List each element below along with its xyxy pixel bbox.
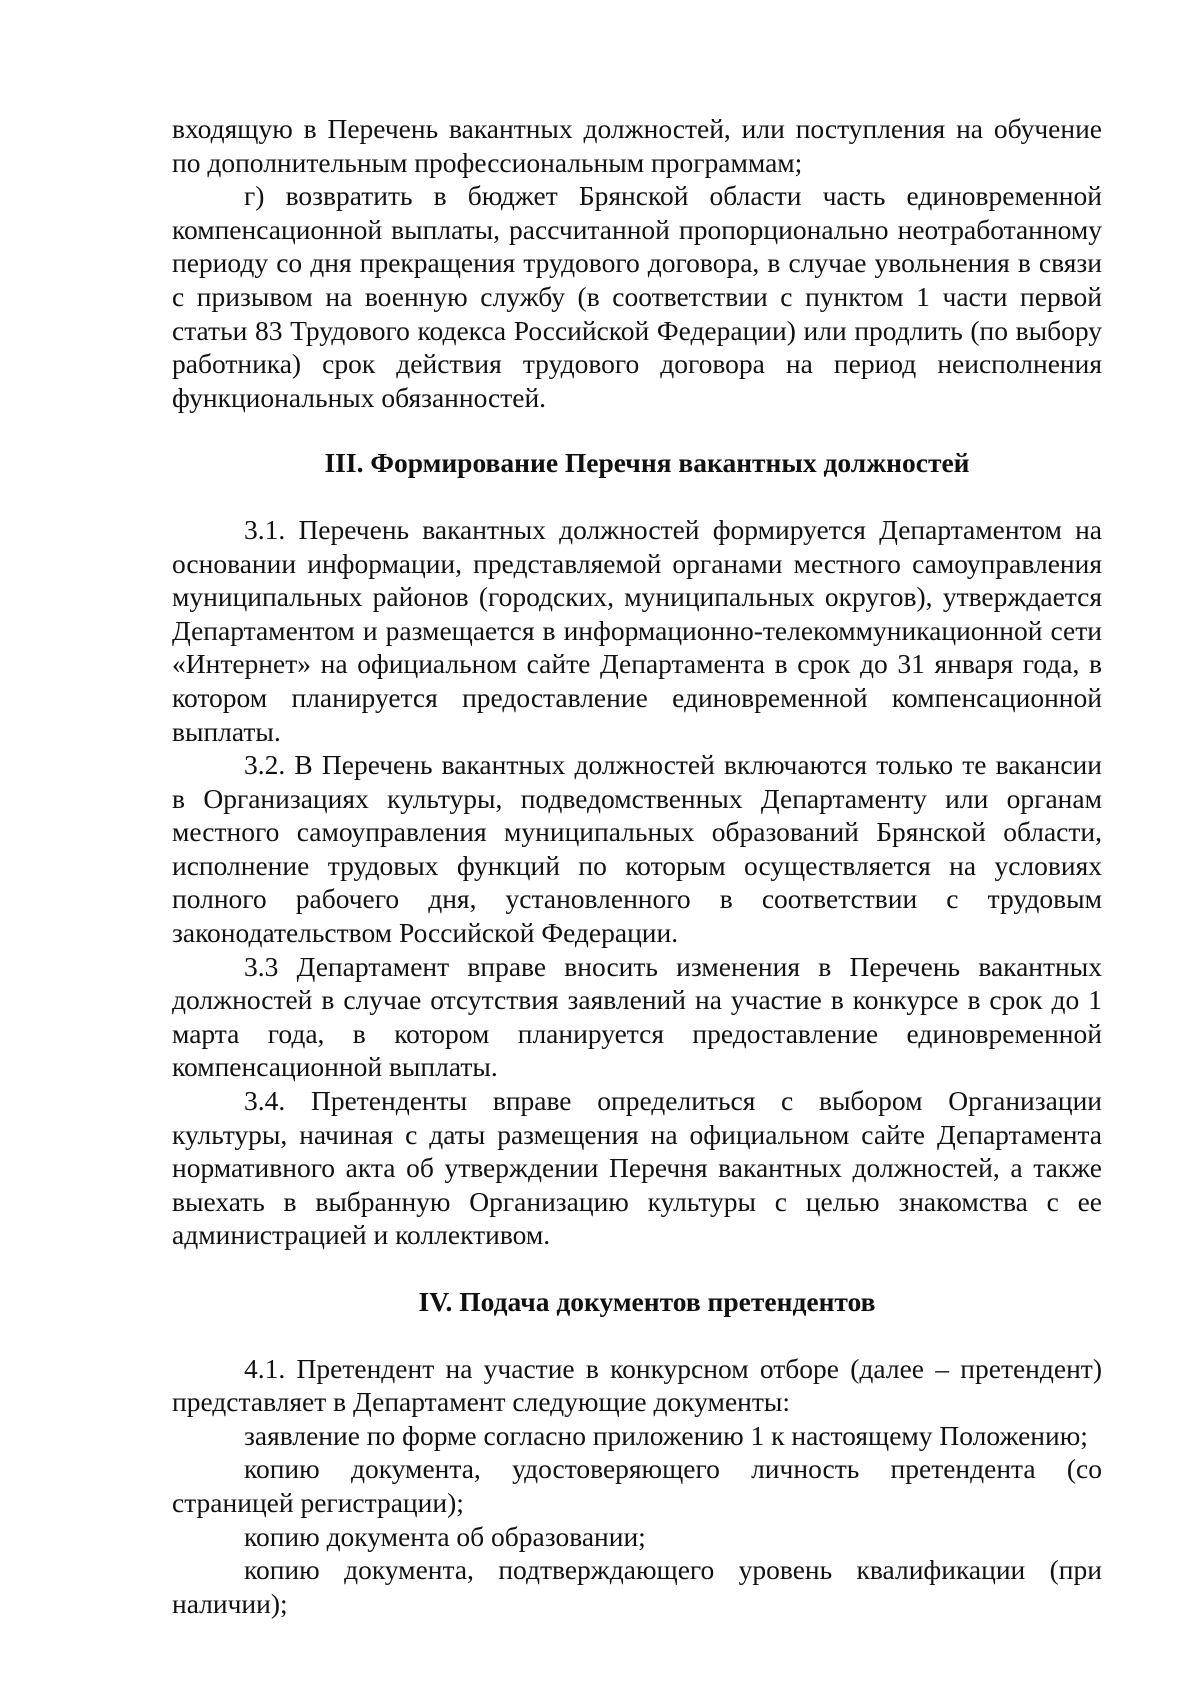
document-list-item-identity: копию документа, удостоверяющего личность претендента (со страницей регистрации); (172, 1453, 1102, 1518)
document-list-item-qualification: копию документа, подтверждающего уровень квалификации (при наличии); (172, 1554, 1102, 1619)
paragraph-3-4: 3.4. Претенденты вправе определиться с выбором Организации культуры, начиная с даты размещения на официальном сайте Департамента нормативного акта об утверждении Перечня вакантных должностей, а также выехать в выбранную Организацию культуры с целью знакомства с ее администрацией и коллективом. (172, 1085, 1102, 1251)
section-4-heading-block (172, 1285, 1102, 1319)
section-3-heading-block (172, 446, 1102, 480)
paragraph-4-1: 4.1. Претендент на участие в конкурсном отборе (далее – претендент) представляет в Департамент следующие документы: (172, 1352, 1102, 1418)
paragraph-continuation: входящую в Перечень вакантных должностей, или поступления на обучение по дополнительным профессиональным программам; (172, 113, 1102, 178)
paragraph-item-g: г) возвратить в бюджет Брянской области часть единовременной компенсационной выплаты, рассчитанной пропорционально неотработанному периоду со дня прекращения трудового договора, в случае увольнения в связи с призывом на военную службу (в соответствии с пунктом 1 части первой статьи 83 Трудового кодекса Российской Федерации) или продлить (по выбору работника) срок действия трудового договора на период неисполнения функциональных обязанностей. (172, 180, 1102, 413)
document-body (172, 112, 1102, 1620)
paragraph-3-2: 3.2. В Перечень вакантных должностей включаются только те вакансии в Организациях культуры, подведомственных Департаменту или органам местного самоуправления муниципальных образований Брянской области, исполнение трудовых функций по которым осуществляется на условиях полного рабочего дня, установленного в соответствии с трудовым законодательством Российской Федерации. (172, 749, 1102, 949)
document-list-item-education: копию документа об образовании; (244, 1520, 646, 1552)
paragraph-3-1: 3.1. Перечень вакантных должностей формируется Департаментом на основании информации, представляемой органами местного самоуправления муниципальных районов (городских, муниципальных округов), утверждается Департаментом и размещается в информационно-телекоммуникационной сети «Интернет» на официальном сайте Департамента в срок до 31 января года, в котором планируется предоставление единовременной компенсационной выплаты. (172, 513, 1102, 747)
paragraph-3-3: 3.3 Департамент вправе вносить изменения в Перечень вакантных должностей в случае отсутствия заявлений на участие в конкурсе в срок до 1 марта года, в котором планируется предоставление единовременной компенсационной выплаты. (172, 950, 1102, 1083)
section-4-heading: IV. Подача документов претендентов (418, 1286, 876, 1317)
document-list-item-application: заявление по форме согласно приложению 1 к настоящему Положению; (244, 1419, 1088, 1451)
section-3-heading: III. Формирование Перечня вакантных должностей (324, 447, 970, 479)
